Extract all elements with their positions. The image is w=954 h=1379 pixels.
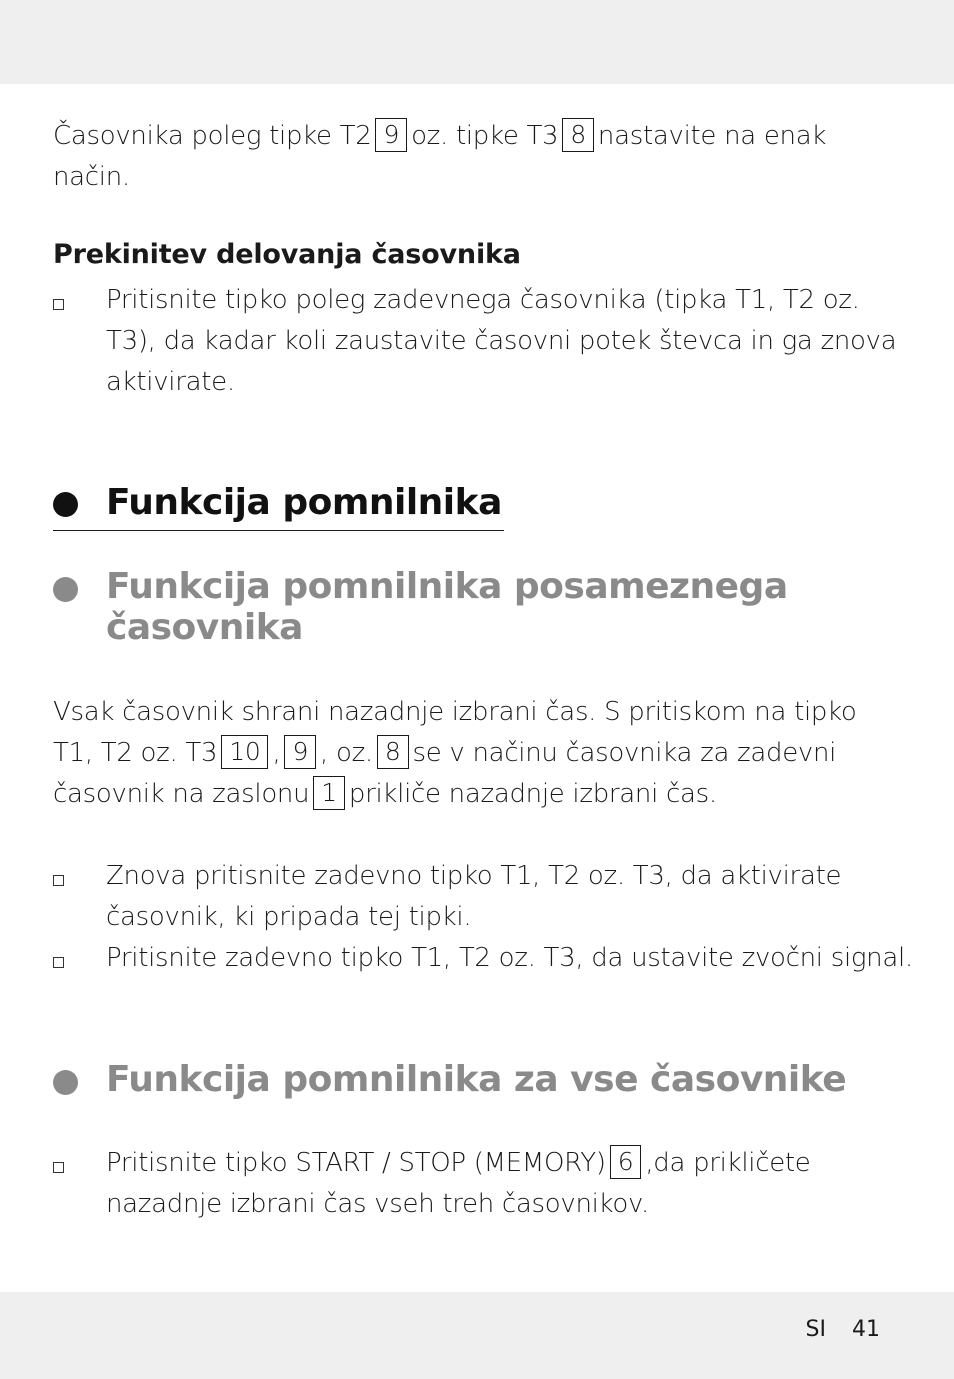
header-band: [0, 0, 954, 84]
intro-paragraph: [53, 116, 913, 198]
single-memory-paragraph: [53, 692, 913, 815]
all-bullet-line-1a: Pritisnite tipko START / STOP (MEMORY): [106, 1148, 606, 1178]
stop-bullet-line-3: aktivirate.: [106, 367, 235, 397]
single-bullet-2-text: Pritisnite zadevno tipko T1, T2 oz. T3, da ustavite zvočni signal.: [106, 943, 913, 973]
single-para-line-1: Vsak časovnik shrani nazadnje izbrani čas. S pritiskom na tipko: [53, 697, 857, 727]
single-bullet-1: [106, 856, 916, 938]
single-para-line-3a: časovnik na zaslonu: [53, 779, 310, 809]
heading-dot-icon: [53, 577, 78, 602]
intro-text-3: nastavite na enak: [597, 121, 827, 151]
all-bullet-line-1b: ,da prikličete: [645, 1148, 811, 1178]
key-ref-10: 10: [221, 735, 268, 769]
intro-text-2: oz. tipke T3: [411, 121, 559, 151]
bullet-square-icon: [53, 299, 64, 310]
language-code: SI: [805, 1317, 826, 1342]
key-ref-8: 8: [562, 118, 594, 152]
single-para-line-2c: se v načinu časovnika za zadevni: [412, 738, 837, 768]
key-ref-9: 9: [284, 735, 316, 769]
memory-heading: [53, 478, 504, 531]
all-memory-heading: [53, 1059, 906, 1100]
single-bullet-1-line-1: Znova pritisnite zadevno tipko T1, T2 oz. T3, da aktivirate: [106, 861, 842, 891]
single-memory-heading-text: Funkcija pomnilnika posameznega časovnika: [106, 566, 788, 648]
single-para-line-2b: , oz.: [320, 738, 373, 768]
heading-dot-icon: [53, 1070, 78, 1095]
bullet-square-icon: [53, 1162, 64, 1173]
single-para-comma: ,: [272, 738, 281, 768]
intro-text-1: Časovnika poleg tipke T2: [53, 121, 372, 151]
single-memory-heading: [53, 566, 906, 648]
bullet-square-icon: [53, 875, 64, 886]
key-ref-6: 6: [610, 1145, 642, 1179]
bullet-square-icon: [53, 957, 64, 968]
memory-heading-text: Funkcija pomnilnika: [106, 482, 502, 523]
key-ref-9: 9: [375, 118, 407, 152]
intro-text-4: način.: [53, 162, 130, 192]
key-ref-8: 8: [377, 735, 409, 769]
stop-bullet-line-2: T3), da kadar koli zaustavite časovni potek števca in ga znova: [106, 326, 897, 356]
single-bullet-2: [106, 938, 916, 979]
stop-bullet-line-1: Pritisnite tipko poleg zadevnega časovnika (tipka T1, T2 oz.: [106, 285, 860, 315]
single-para-line-2a: T1, T2 oz. T3: [53, 738, 218, 768]
single-para-line-3b: prikliče nazadnje izbrani čas.: [348, 779, 717, 809]
key-ref-1: 1: [313, 776, 345, 810]
all-bullet-1: [106, 1143, 916, 1225]
stop-bullet: [106, 280, 916, 403]
heading-dot-icon: [53, 492, 78, 517]
stop-section-title: Prekinitev delovanja časovnika: [53, 239, 521, 270]
single-bullet-1-line-2: časovnik, ki pripada tej tipki.: [106, 902, 472, 932]
page-footer: [806, 1317, 880, 1342]
page-number: 41: [852, 1317, 880, 1342]
all-memory-heading-text: Funkcija pomnilnika za vse časovnike: [106, 1059, 847, 1100]
all-bullet-line-2: nazadnje izbrani čas vseh treh časovnikov.: [106, 1189, 650, 1219]
